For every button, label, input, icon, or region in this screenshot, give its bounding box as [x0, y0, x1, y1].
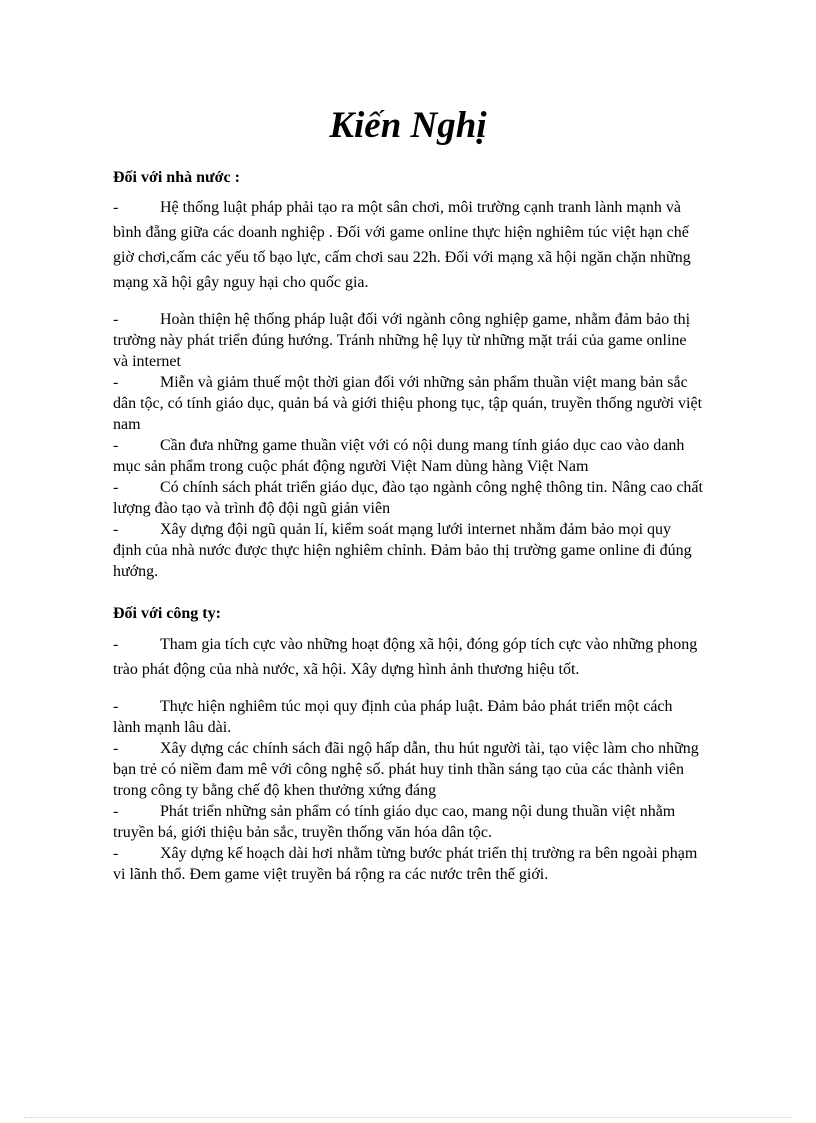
bullet-dash: -: [113, 803, 119, 820]
item-text: Cần đưa những game thuần việt với có nội dung mang tính giáo dục cao vào danh mục sản phẩm trong cuộc phát động người Việt Nam dùng hàng Việt Nam: [113, 437, 685, 475]
company-item-2: [113, 696, 703, 738]
company-item-3: [113, 738, 703, 801]
item-text: Thực hiện nghiêm túc mọi quy định của pháp luật. Đảm bảo phát triển một cách lành mạnh lâu dài.: [113, 698, 673, 736]
section-heading-company: Đối với công ty:: [113, 605, 221, 622]
section-heading-state: Đối với nhà nước :: [113, 169, 240, 186]
item-text: Có chính sách phát triển giáo dục, đào tạo ngành công nghệ thông tin. Nâng cao chất lượng đào tạo và trình độ đội ngũ giản viên: [113, 479, 703, 517]
item-text: Hoàn thiện hệ thống pháp luật đối với ngành công nghiệp game, nhằm đảm bảo thị trường này phát triển đúng hướng. Tránh những hệ lụy từ những mặt trái của game online và internet: [113, 311, 691, 370]
item-text: Xây dựng đội ngũ quản lí, kiểm soát mạng lưới internet nhằm đảm bảo mọi quy định của nhà nước được thực hiện nghiêm chỉnh. Đảm bảo thị trường game online đi đúng hướng.: [113, 521, 692, 580]
item-text: Xây dựng kế hoạch dài hơi nhằm từng bước phát triển thị trường ra bên ngoài phạm vi lãnh thổ. Đem game việt truyền bá rộng ra các nước trên thế giới.: [113, 845, 698, 883]
bullet-dash: -: [113, 479, 119, 496]
state-item-2: [113, 309, 703, 372]
bullet-dash: -: [113, 521, 119, 538]
state-item-3: [113, 372, 703, 435]
state-item-4: [113, 435, 703, 477]
company-item-5: [113, 843, 703, 885]
item-text: Miễn và giảm thuế một thời gian đối với những sản phẩm thuần việt mang bản sắc dân tộc, có tính giáo dục, quản bá và giới thiệu phong tục, tập quán, truyền thống người việt nam: [113, 374, 703, 433]
item-text: Hệ thống luật pháp phải tạo ra một sân chơi, môi trường cạnh tranh lành mạnh và bình đẵng giữa các doanh nghiệp . Đối với game online thực hiện nghiêm túc việt hạn chế giờ chơi,cấm các yếu tố bạo lực, cấm chơi sau 22h. Đối với mạng xã hội ngăn chặn những mạng xã hội gây nguy hại cho quốc gia.: [113, 199, 691, 291]
document-title: Kiến Nghị: [329, 105, 487, 146]
bullet-dash: -: [113, 199, 119, 216]
item-text: Tham gia tích cực vào những hoạt động xã hội, đóng góp tích cực vào những phong trào phát động của nhà nước, xã hội. Xây dựng hình ảnh thương hiệu tốt.: [113, 636, 698, 678]
bullet-dash: -: [113, 845, 119, 862]
state-item-5: [113, 477, 703, 519]
bullet-dash: -: [113, 374, 119, 391]
state-item-1: [113, 195, 703, 295]
page-bottom-divider: [24, 1117, 792, 1118]
bullet-dash: -: [113, 636, 119, 653]
bullet-dash: -: [113, 698, 119, 715]
bullet-dash: -: [113, 311, 119, 328]
item-text: Xây dựng các chính sách đãi ngộ hấp dẫn, thu hút người tài, tạo việc làm cho những bạn trẻ có niềm đam mê với công nghệ số. phát huy tinh thần sáng tạo của các thành viên trong công ty bằng chế độ khen thưởng xứng đáng: [113, 740, 699, 799]
company-item-4: [113, 801, 703, 843]
item-text: Phát triển những sản phẩm có tính giáo dục cao, mang nội dung thuần việt nhằm truyền bá, giới thiệu bản sắc, truyền thống văn hóa dân tộc.: [113, 803, 676, 841]
bullet-dash: -: [113, 437, 119, 454]
state-item-6: [113, 519, 703, 582]
company-item-1: [113, 632, 703, 682]
bullet-dash: -: [113, 740, 119, 757]
